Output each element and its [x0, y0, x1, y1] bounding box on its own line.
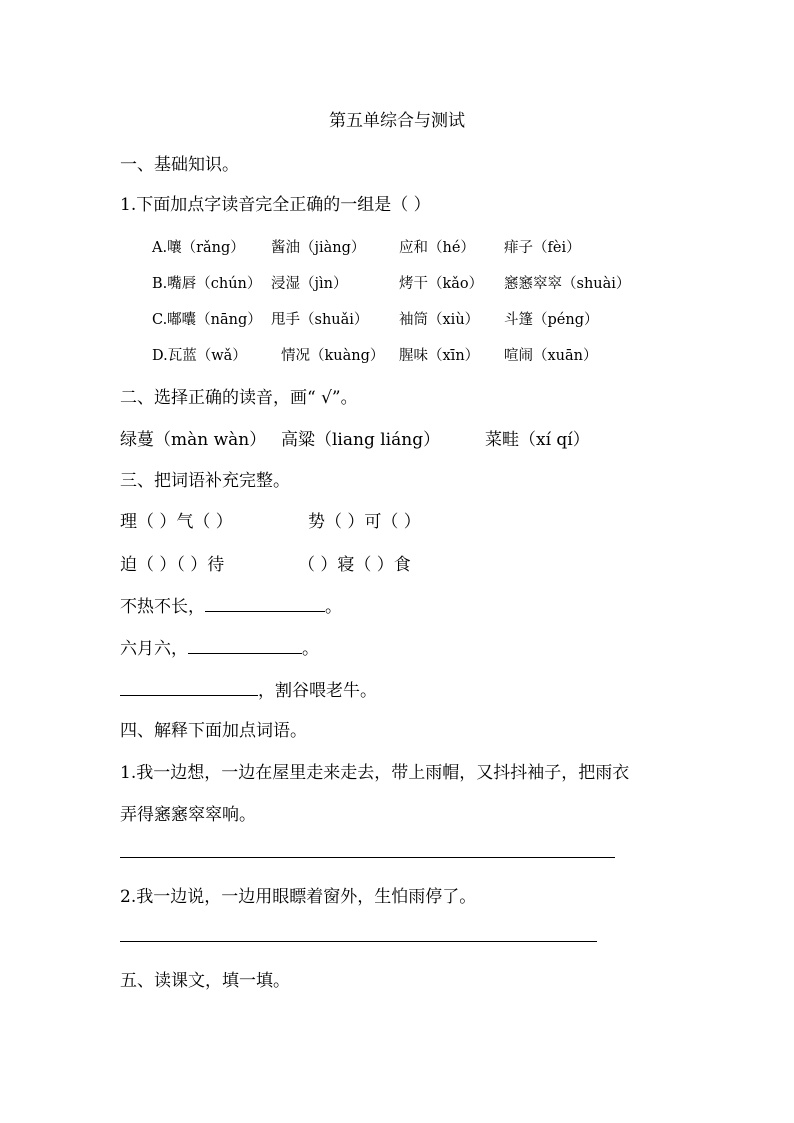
pinyin-item-2: 高粱（liang liáng）: [281, 430, 441, 450]
option-a-1: A.嚷（rǎng）: [152, 240, 245, 256]
idiom-fill-4: （ ）寝（ ）食: [298, 555, 411, 575]
pinyin-item-1: 绿蔓（màn wàn）: [120, 430, 267, 450]
option-d-4: 喧闹（xuān）: [504, 348, 598, 364]
proverb-1-period: 。: [325, 597, 342, 617]
proverb-1-text: 不热不长，: [120, 597, 205, 617]
option-a-2: 酱油（jiàng）: [271, 240, 366, 256]
section-5-heading: 五、读课文，填一填。: [120, 971, 290, 991]
option-d-3: 腥味（xīn）: [399, 348, 480, 364]
proverb-2-text: 六月六，: [120, 639, 188, 659]
option-a-3: 应和（hé）: [399, 240, 475, 256]
option-b-4: 窸窸窣窣（shuài）: [504, 276, 631, 292]
option-b-1: B.嘴唇（chún）: [152, 276, 262, 292]
option-c-1: C.嘟囔（nāng）: [152, 312, 262, 328]
pinyin-item-3: 菜畦（xí qí）: [485, 430, 590, 450]
question-4-2: 2.我一边说，一边用眼瞟着窗外，生怕雨停了。: [120, 887, 477, 907]
option-d-1: D.瓦蓝（wǎ）: [152, 348, 247, 364]
page-title: 第五单综合与测试: [329, 111, 465, 131]
proverb-3-blank[interactable]: [120, 679, 258, 696]
answer-line-1[interactable]: [120, 857, 615, 858]
proverb-2-period: 。: [302, 639, 319, 659]
proverb-line-1: [120, 592, 342, 617]
question-1-1: 1.下面加点字读音完全正确的一组是（ ）: [120, 195, 431, 215]
option-c-4: 斗篷（péng）: [504, 312, 599, 328]
section-1-heading: 一、基础知识。: [120, 155, 239, 175]
answer-line-2[interactable]: [120, 941, 597, 942]
option-c-2: 甩手（shuǎi）: [271, 312, 369, 328]
proverb-line-3: [120, 676, 377, 701]
section-4-heading: 四、解释下面加点词语。: [120, 721, 307, 741]
section-2-heading: 二、选择正确的读音，画“ √”。: [120, 388, 358, 408]
proverb-line-2: [120, 634, 319, 659]
option-d-2: 情况（kuàng）: [281, 348, 385, 364]
proverb-1-blank[interactable]: [205, 595, 325, 612]
option-a-4: 痱子（fèi）: [504, 240, 581, 256]
idiom-fill-3: 迫（ ）（ ）待: [120, 555, 225, 575]
option-c-3: 袖筒（xiù）: [399, 312, 480, 328]
question-4-1-line-a: 1.我一边想，一边在屋里走来走去，带上雨帽，又抖抖袖子，把雨衣: [120, 763, 630, 783]
option-b-3: 烤干（kǎo）: [399, 276, 484, 292]
section-3-heading: 三、把词语补充完整。: [120, 471, 290, 491]
question-4-1-line-b: 弄得窸窸窣窣响。: [120, 805, 256, 825]
proverb-2-blank[interactable]: [188, 637, 302, 654]
proverb-3-text: ，割谷喂老牛。: [258, 681, 377, 701]
idiom-fill-2: 势（ ）可（ ）: [308, 512, 421, 532]
option-b-2: 浸湿（jìn）: [271, 276, 348, 292]
idiom-fill-1: 理（ ）气（ ）: [120, 512, 233, 532]
